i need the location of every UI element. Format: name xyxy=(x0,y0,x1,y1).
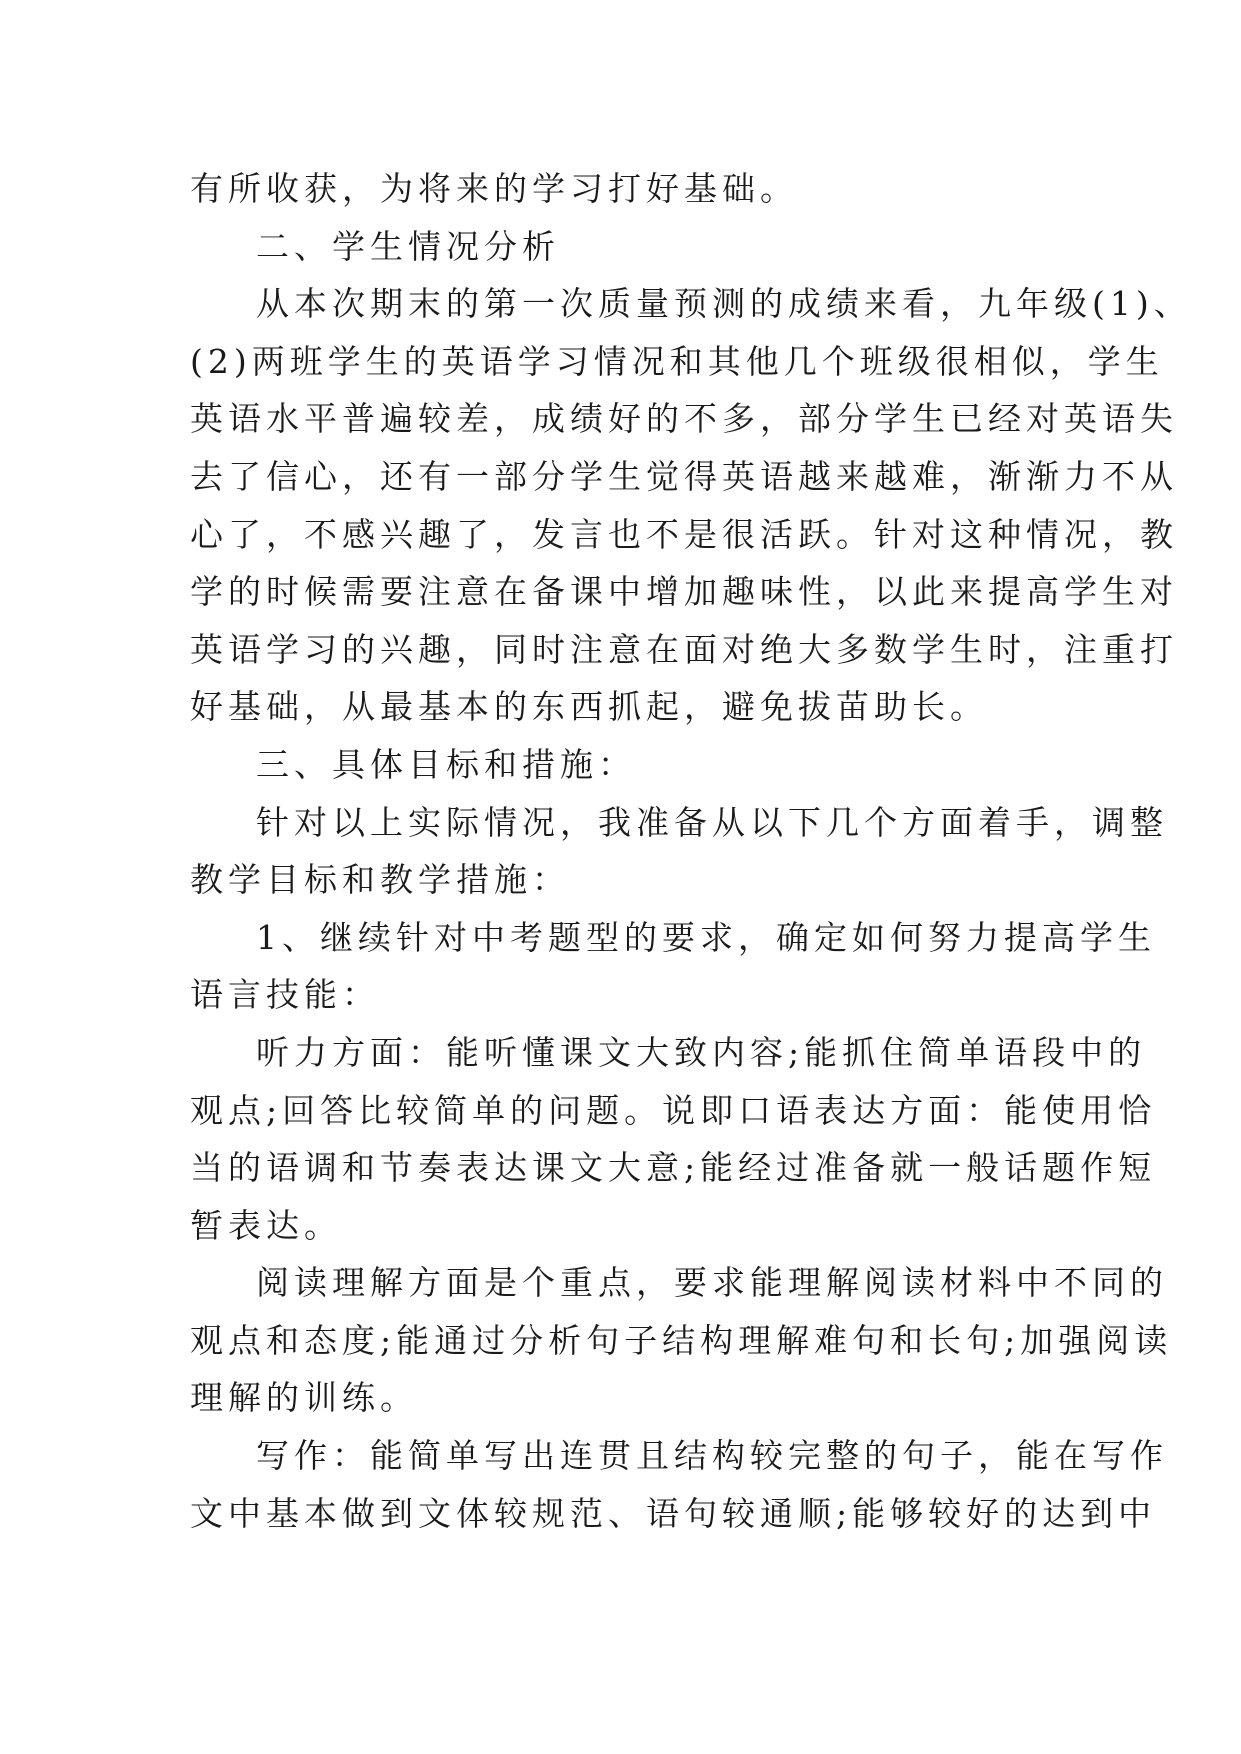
text-line: 英语学习的兴趣，同时注意在面对绝大多数学生时，注重打 xyxy=(190,629,1178,669)
text-line: 1、继续针对中考题型的要求，确定如何努力提高学生 xyxy=(256,917,1156,957)
body-text xyxy=(190,160,1192,1542)
section-heading: 二、学生情况分析 xyxy=(256,226,560,266)
text-line: 去了信心，还有一部分学生觉得英语越来越难，渐渐力不从 xyxy=(190,456,1178,496)
text-line: 针对以上实际情况，我准备从以下几个方面着手，调整 xyxy=(256,802,1168,842)
text-line: (2)两班学生的英语学习情况和其他几个班级很相似，学生 xyxy=(190,341,1164,381)
text-line: 听力方面：能听懂课文大致内容;能抓住简单语段中的 xyxy=(256,1032,1147,1072)
text-line: 从本次期末的第一次质量预测的成绩来看，九年级(1)、 xyxy=(256,284,1192,324)
text-line: 暂表达。 xyxy=(190,1205,342,1245)
text-line: 英语水平普遍较差，成绩好的不多，部分学生已经对英语失 xyxy=(190,399,1178,439)
text-line: 文中基本做到文体较规范、语句较通顺;能够较好的达到中 xyxy=(190,1493,1157,1533)
text-line: 阅读理解方面是个重点，要求能理解阅读材料中不同的 xyxy=(256,1263,1168,1303)
text-line: 当的语调和节奏表达课文大意;能经过准备就一般话题作短 xyxy=(190,1148,1157,1188)
text-line: 心了，不感兴趣了，发言也不是很活跃。针对这种情况，教 xyxy=(190,514,1178,554)
text-line: 好基础，从最基本的东西抓起，避免拔苗助长。 xyxy=(190,687,988,727)
text-line: 学的时候需要注意在备课中增加趣味性，以此来提高学生对 xyxy=(190,572,1178,612)
text-line: 写作：能简单写出连贯且结构较完整的句子，能在写作 xyxy=(256,1436,1168,1476)
text-line: 教学目标和教学措施： xyxy=(190,860,570,900)
text-line: 观点和态度;能通过分析句子结构理解难句和长句;加强阅读 xyxy=(190,1320,1173,1360)
text-line: 有所收获，为将来的学习打好基础。 xyxy=(190,169,798,208)
text-line: 理解的训练。 xyxy=(190,1378,418,1418)
text-line: 观点;回答比较简单的问题。说即口语表达方面：能使用恰 xyxy=(190,1090,1157,1130)
text-line: 语言技能： xyxy=(190,975,380,1015)
section-heading: 三、具体目标和措施： xyxy=(256,744,636,784)
